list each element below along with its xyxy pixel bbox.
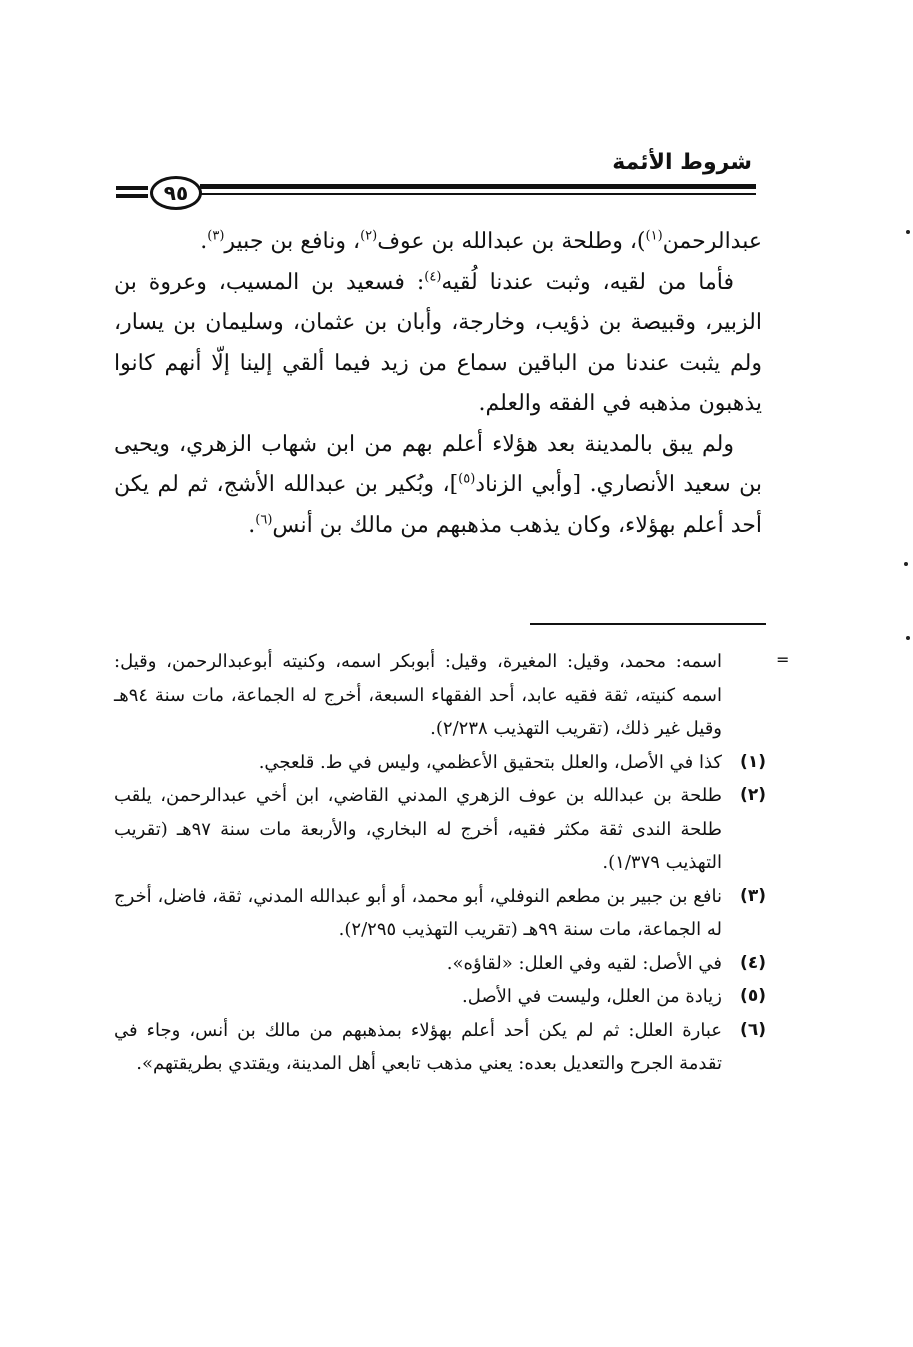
- footnote-ref: (٤): [424, 269, 442, 285]
- footnote-1: [114, 746, 766, 780]
- footnote-number: (٦): [740, 1019, 766, 1040]
- body-text-run: .: [248, 512, 256, 538]
- body-text-run: ]، وبُكير بن عبدالله الأشج، ثم لم يكن أحد أعلم بهؤلاء، وكان يذهب مذهبهم من مالك بن أنس: [114, 472, 762, 538]
- footnote-4: [114, 947, 766, 981]
- header-rule-left-upper: [116, 186, 148, 190]
- main-text: [114, 222, 762, 546]
- footnotes-section: [114, 645, 766, 1081]
- footnote-number: (٤): [740, 952, 766, 973]
- body-text-run: )، وطلحة بن عبدالله بن عوف: [377, 229, 646, 254]
- body-text-run: .: [200, 229, 208, 254]
- scan-speck: [904, 562, 908, 566]
- body-paragraph-1: [114, 222, 762, 263]
- header-rule-thick: [200, 184, 756, 189]
- footnote-text: عبارة العلل: ثم لم يكن أحد أعلم بهؤلاء بمذهبهم من مالك بن أنس، وجاء في تقدمة الجرح والتعديل بعده: يعني مذهب تابعي أهل المدينة، ويقتدي بطريقتهم».: [114, 1019, 722, 1074]
- body-paragraph-2: [114, 263, 762, 425]
- scan-speck: [906, 230, 910, 234]
- footnote-number: (١): [740, 751, 766, 772]
- footnote-ref: (٢): [360, 228, 378, 244]
- footnote-continued: اسمه: محمد، وقيل: المغيرة، وقيل: أبوبكر اسمه، وكنيته أبوعبدالرحمن، وقيل: اسمه كنيته، ثقة فقيه عابد، أحد الفقهاء السبعة، أخرج له الجماعة، مات سنة ٩٤هـ وقيل غير ذلك، (تقريب التهذيب ٢/٢٣٨).: [114, 651, 722, 739]
- page-number: ٩٥: [150, 176, 202, 210]
- footnote-number: (٥): [740, 986, 766, 1006]
- body-text-run: : فسعيد بن المسيب، وعروة بن الزبير، وقبيصة بن ذؤيب، وخارجة، وأبان بن عثمان، وسليمان بن يسار، ولم يثبت عندنا من الباقين سماع من زيد فيما ألقي إلينا إلّا أنهم كانوا يذهبون مذهبه في الفقه والعلم.: [114, 269, 762, 416]
- body-text-run: ولم يبق بالمدينة بعد هؤلاء أعلم بهم من ابن شهاب الزهري، ويحيى بن سعيد الأنصاري. [وأبي الزناد: [114, 431, 762, 497]
- footnote-2: [114, 779, 766, 880]
- running-header-title: شروط الأئمة: [612, 150, 752, 175]
- footnote-separator: [530, 623, 766, 625]
- footnote-text: في الأصل: لقيه وفي العلل: «لقاؤه».: [446, 952, 722, 974]
- footnote-text: طلحة بن عبدالله بن عوف الزهري المدني القاضي، ابن أخي عبدالرحمن، يلقب طلحة الندى ثقة مكثر فقيه، أخرج له البخاري، والأربعة مات سنة ٩٧هـ (تقريب التهذيب ١/٣٧٩).: [114, 785, 722, 873]
- footnote-ref: (٥): [458, 471, 476, 487]
- header-rule-thin: [200, 193, 756, 195]
- footnote-text: زيادة من العلل، وليست في الأصل.: [461, 986, 722, 1007]
- footnote-3: [114, 880, 766, 947]
- continued-footnote-marker: =: [776, 650, 790, 669]
- footnote-ref: (١): [645, 228, 663, 244]
- header-rule-left-lower: [116, 194, 148, 198]
- footnote-text: نافع بن جبير بن مطعم النوفلي، أبو محمد، أو أبو عبدالله المدني، ثقة، فاضل، أخرج له الجماعة، مات سنة ٩٩هـ (تقريب التهذيب ٢/٢٩٥).: [114, 885, 722, 940]
- scan-speck: [906, 636, 910, 640]
- footnote-text: كذا في الأصل، والعلل بتحقيق الأعظمي، وليس في ط. قلعجي.: [258, 751, 722, 773]
- body-text-run: عبدالرحمن: [662, 229, 762, 254]
- body-text-run: ، ونافع بن جبير: [224, 229, 361, 254]
- footnote-number: (٣): [740, 885, 766, 906]
- body-paragraph-3: [114, 425, 762, 547]
- footnote-number: (٢): [740, 785, 766, 805]
- footnote-ref: (٦): [255, 512, 273, 528]
- footnote-6: [114, 1014, 766, 1081]
- footnote-ref: (٣): [207, 228, 225, 244]
- footnote-5: [114, 980, 766, 1014]
- body-text-run: فأما من لقيه، وثبت عندنا لُقيه: [441, 269, 734, 295]
